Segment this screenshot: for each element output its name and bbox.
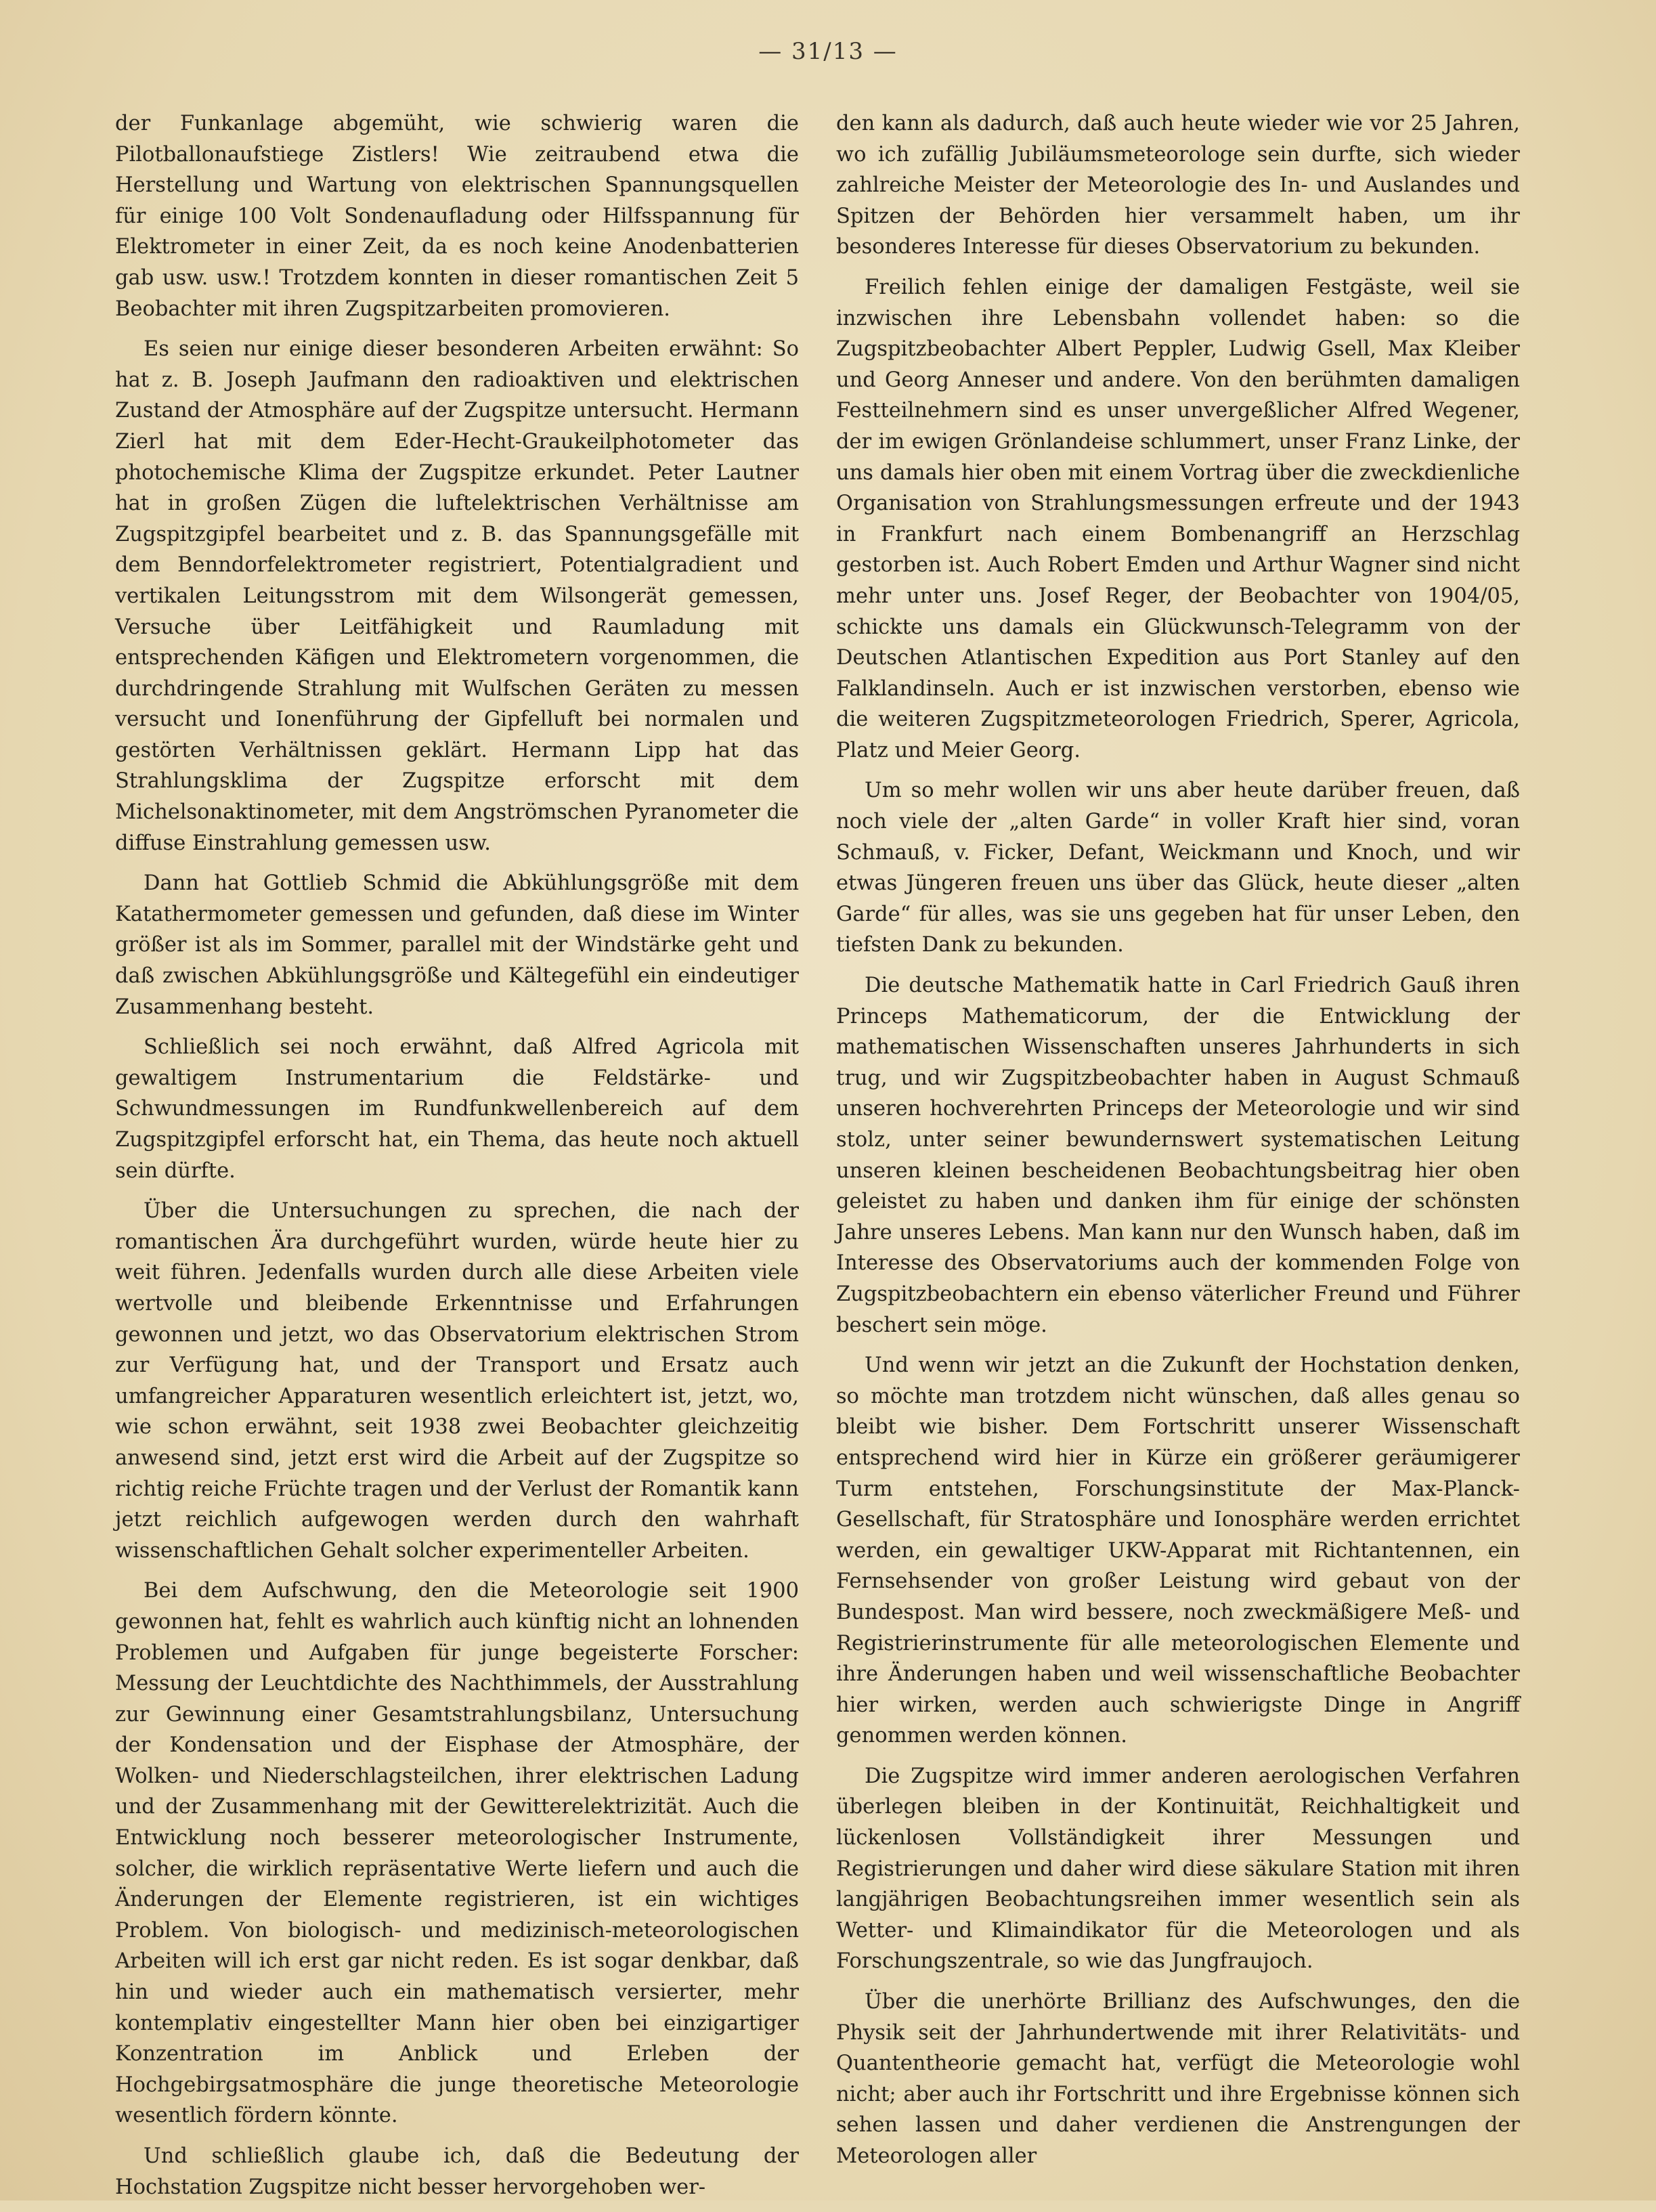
right-column <box>836 108 1520 2182</box>
paragraph: den kann als dadurch, daß auch heute wieder wie vor 25 Jahren, wo ich zufällig Jubiläumsmeteorologe sein durfte, sich wieder zahlreiche Meister der Meteorologie des In- und Auslandes und Spitzen der Behörden hier versammelt haben, um ihr besonderes Interesse für dieses Observatorium zu bekunden. <box>836 112 1520 259</box>
paragraph: Schließlich sei noch erwähnt, daß Alfred Agricola mit gewaltigem Instrumentarium die Feldstärke- und Schwundmessungen im Rundfunkwellenbereich auf dem Zugspitzgipfel erforscht hat, ein Thema, das heute noch aktuell sein dürfte. <box>115 1035 799 1183</box>
paragraph: Und wenn wir jetzt an die Zukunft der Hochstation denken, so möchte man trotzdem nicht wünschen, daß alles genau so bleibt wie bisher. Dem Fortschritt unserer Wissenschaft entsprechend wird hier in Kürze ein größerer geräumigerer Turm entstehen, Forschungsinstitute der Max-Planck-Gesellschaft, für Stratosphäre und Ionosphäre werden errichtet werden, ein gewaltiger UKW-Apparat mit Richtantennen, ein Fernsehsender von großer Leistung wird gebaut von der Bundespost. Man wird bessere, noch zweckmäßigere Meß- und Registrierinstrumente für alle meteorologischen Elemente und ihre Änderungen haben und weil wissenschaftliche Beobachter hier wirken, werden auch schwierigste Dinge in Angriff genommen werden können. <box>836 1353 1520 1748</box>
paragraph: Über die unerhörte Brillianz des Aufschwunges, den die Physik seit der Jahrhundertwende mit ihrer Relativitäts- und Quantentheorie gemacht hat, verfügt die Meteorologie wohl nicht; aber auch ihr Fortschritt und ihre Ergebnisse können sich sehen lassen und daher verdienen die Anstrengungen der Meteorologen aller <box>836 1990 1520 2168</box>
page-number: — 31/13 — <box>758 38 898 65</box>
paragraph: Freilich fehlen einige der damaligen Festgäste, weil sie inzwischen ihre Lebensbahn vollendet haben: so die Zugspitzbeobachter Albert Peppler, Ludwig Gsell, Max Kleiber und Georg Anneser und andere. Von den berühmten damaligen Festteilnehmern sind es unser unvergeßlicher Alfred Wegener, der im ewigen Grönlandeise schlummert, unser Franz Linke, der uns damals hier oben mit einem Vortrag über die zweckdienliche Organisation von Strahlungsmessungen erfreute und der 1943 in Frankfurt nach einem Bombenangriff an Herzschlag gestorben ist. Auch Robert Emden und Arthur Wagner sind nicht mehr unter uns. Josef Reger, der Beobachter von 1904/05, schickte uns damals ein Glückwunsch-Telegramm von der Deutschen Atlantischen Expedition aus Port Stanley auf den Falklandinseln. Auch er ist inzwischen verstorben, ebenso wie die weiteren Zugspitzmeteorologen Friedrich, Sperer, Agricola, Platz und Meier Georg. <box>836 275 1520 762</box>
left-column <box>115 108 799 2212</box>
paragraph: Die deutsche Mathematik hatte in Carl Friedrich Gauß ihren Princeps Mathematicorum, der die Entwicklung der mathematischen Wissenschaften unseres Jahrhunderts in sich trug, und wir Zugspitzbeobachter haben in August Schmauß unseren hochverehrten Princeps der Meteorologie und wir sind stolz, unter seiner bewundernswert systematischen Leitung unseren kleinen bescheidenen Beobachtungsbeitrag hier oben geleistet zu haben und danken ihm für einige der schönsten Jahre unseres Lebens. Man kann nur den Wunsch haben, daß im Interesse des Observatoriums auch der kommenden Folge von Zugspitzbeobachtern ein ebenso väterlicher Freund und Führer beschert sein möge. <box>836 974 1520 1337</box>
paragraph: Dann hat Gottlieb Schmid die Abkühlungsgröße mit dem Katathermometer gemessen und gefunden, daß diese im Winter größer ist als im Sommer, parallel mit der Windstärke geht und daß zwischen Abkühlungsgröße und Kältegefühl ein eindeutiger Zusammenhang besteht. <box>115 871 799 1019</box>
paragraph: Und schließlich glaube ich, daß die Bedeutung der Hochstation Zugspitze nicht besser hervorgehoben wer- <box>115 2144 799 2199</box>
paragraph: Die Zugspitze wird immer anderen aerologischen Verfahren überlegen bleiben in der Kontinuität, Reichhaltigkeit und lückenlosen Vollständigkeit ihrer Messungen und Registrierungen und daher wird diese säkulare Station mit ihren langjährigen Beobachtungsreihen immer wesentlich sein als Wetter- und Klimaindikator für die Meteorologen und als Forschungszentrale, so wie das Jungfraujoch. <box>836 1764 1520 1974</box>
paragraph: der Funkanlage abgemüht, wie schwierig waren die Pilotballonaufstiege Zistlers! Wie zeitraubend etwa die Herstellung und Wartung von elektrischen Spannungsquellen für einige 100 Volt Sondenaufladung oder Hilfsspannung für Elektrometer in einer Zeit, da es noch keine Anodenbatterien gab usw. usw.! Trotzdem konnten in dieser romantischen Zeit 5 Beobachter mit ihren Zugspitzarbeiten promovieren. <box>115 112 799 321</box>
paragraph: Über die Untersuchungen zu sprechen, die nach der romantischen Ära durchgeführt wurden, würde heute hier zu weit führen. Jedenfalls wurden durch alle diese Arbeiten viele wertvolle und bleibende Erkenntnisse und Erfahrungen gewonnen und jetzt, wo das Observatorium elektrischen Strom zur Verfügung hat, und der Transport und Ersatz auch umfangreicher Apparaturen wesentlich erleichtert ist, jetzt, wo, wie schon erwähnt, seit 1938 zwei Beobachter gleichzeitig anwesend sind, jetzt erst wird die Arbeit auf der Zugspitze so richtig reiche Früchte tragen und der Verlust der Romantik kann jetzt reichlich aufgewogen werden durch den wahrhaft wissenschaftlichen Gehalt solcher experimenteller Arbeiten. <box>115 1199 799 1563</box>
paragraph: Um so mehr wollen wir uns aber heute darüber freuen, daß noch viele der „alten Garde“ in voller Kraft hier sind, voran Schmauß, v. Ficker, Defant, Weickmann und Knoch, und wir etwas Jüngeren freuen uns über das Glück, heute dieser „alten Garde“ für alles, was sie uns gegeben hat für unser Leben, den tiefsten Dank zu bekunden. <box>836 779 1520 957</box>
paragraph: Bei dem Aufschwung, den die Meteorologie seit 1900 gewonnen hat, fehlt es wahrlich auch künftig nicht an lohnenden Problemen und Aufgaben für junge begeisterte Forscher: Messung der Leuchtdichte des Nachthimmels, der Ausstrahlung zur Gewinnung einer Gesamtstrahlungsbilanz, Untersuchung der Kondensation und der Eisphase der Atmosphäre, der Wolken- und Niederschlagsteilchen, ihrer elektrischen Ladung und der Zusammenhang mit der Gewitterelektrizität. Auch die Entwicklung noch besserer meteorologischer Instrumente, solcher, die wirklich repräsentative Werte liefern und auch die Änderungen der Elemente registrieren, ist ein wichtiges Problem. Von biologisch- und medizinisch-meteorologischen Arbeiten will ich erst gar nicht reden. Es ist sogar denkbar, daß hin und wieder auch ein mathematisch versierter, mehr kontemplativ eingestellter Mann hier oben bei einzigartiger Konzentration im Anblick und Erleben der Hochgebirgsatmosphäre die junge theoretische Meteorologie wesentlich fördern könnte. <box>115 1579 799 2128</box>
paragraph: Es seien nur einige dieser besonderen Arbeiten erwähnt: So hat z. B. Joseph Jaufmann den radioaktiven und elektrischen Zustand der Atmosphäre auf der Zugspitze untersucht. Hermann Zierl hat mit dem Eder-Hecht-Graukeilphotometer das photochemische Klima der Zugspitze erkundet. Peter Lautner hat in großen Zügen die luftelektrischen Verhältnisse am Zugspitzgipfel bearbeitet und z. B. das Spannungsgefälle mit dem Benndorfelektrometer registriert, Potentialgradient und vertikalen Leitungsstrom mit dem Wilsongerät gemessen, Versuche über Leitfähigkeit und Raumladung mit entsprechenden Käfigen und Elektrometern vorgenommen, die durchdringende Strahlung mit Wulfschen Geräten zu messen versucht und Ionenführung der Gipfelluft bei normalen und gestörten Verhältnissen geklärt. Hermann Lipp hat das Strahlungsklima der Zugspitze erforscht mit dem Michelsonaktinometer, mit dem Angströmschen Pyranometer die diffuse Einstrahlung gemessen usw. <box>115 337 799 855</box>
